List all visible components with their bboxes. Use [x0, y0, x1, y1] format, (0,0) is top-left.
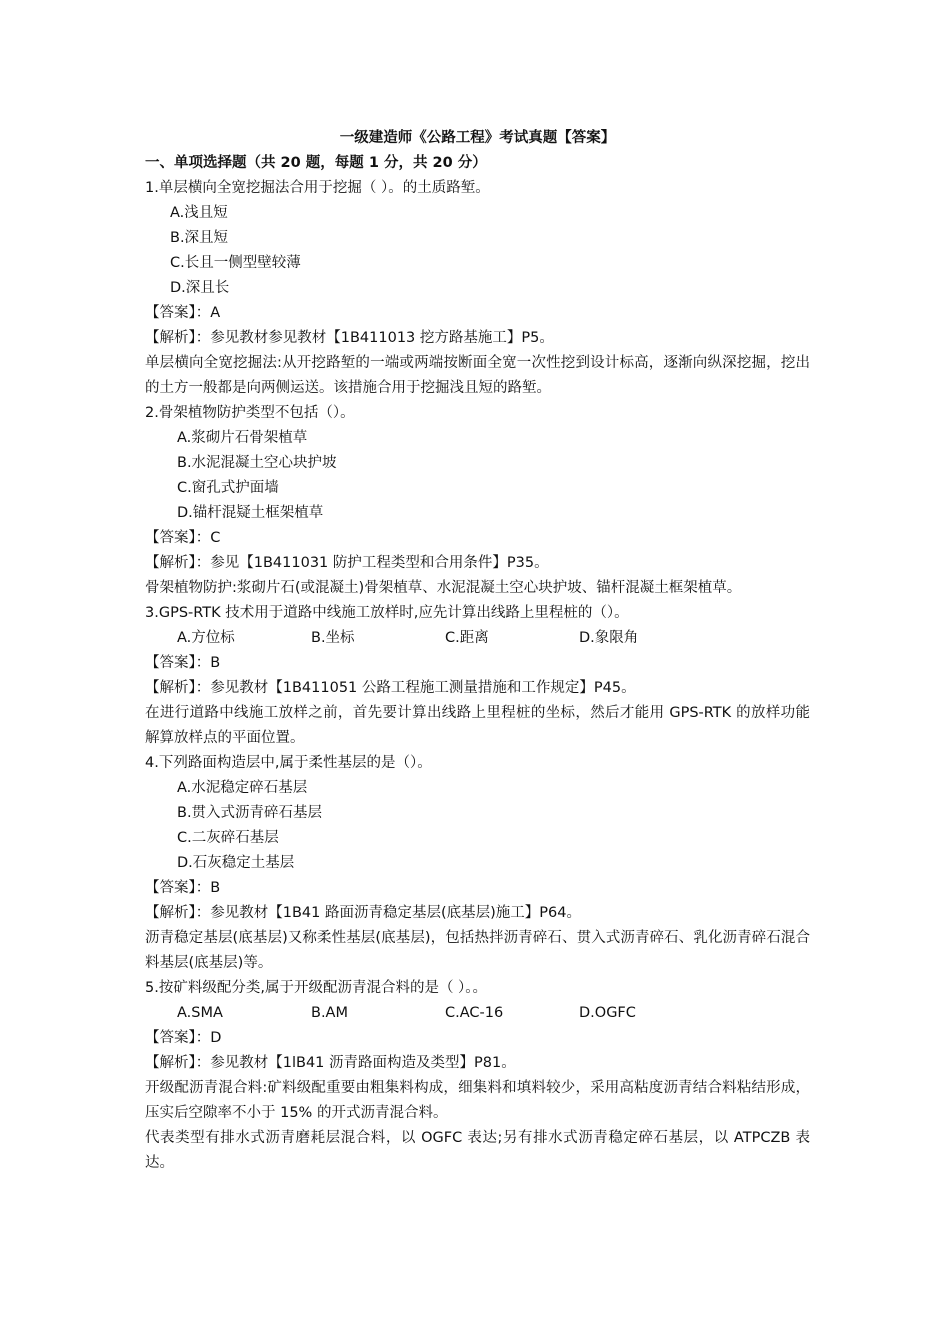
question-3-answer: 【答案】：B	[145, 655, 221, 671]
question-5-analysis: 【解析】：参见教材【1lB41 沥青路面构造及类型】P81。	[145, 1055, 516, 1071]
question-2-option-c: C.窗孔式护面墙	[177, 480, 279, 496]
question-4-analysis: 【解析】：参见教材【1B41 路面沥青稳定基层(底基层)施工】P64。	[145, 905, 581, 921]
question-3-options	[145, 626, 810, 651]
question-1-explanation: 单层横向全宽挖掘法:从开挖路堑的一端或两端按断面全宽一次性挖到设计标高，逐渐向纵深挖掘，挖出的土方一般都是向两侧运送。该措施合用于挖掘浅且短的路堑。	[145, 355, 810, 396]
question-5-answer: 【答案】：D	[145, 1030, 222, 1046]
question-1-analysis: 【解析】：参见教材参见教材【1B411013 挖方路基施工】P5。	[145, 330, 554, 346]
question-2-option-b: B.水泥混凝土空心块护坡	[177, 455, 337, 471]
question-1-stem: 1.单层横向全宽挖掘法合用于挖掘（ ）。的土质路堑。	[145, 180, 490, 196]
document-content	[145, 126, 810, 1176]
question-2-option-a: A.浆砌片石骨架植草	[177, 430, 308, 446]
question-2-stem: 2.骨架植物防护类型不包括（）。	[145, 405, 355, 421]
question-5-explanation-2: 代表类型有排水式沥青磨耗层混合料，以 OGFC 表达;另有排水式沥青稳定碎石基层，以 ATPCZB 表达。	[145, 1130, 810, 1171]
question-3-option-a: A.方位标	[177, 630, 235, 646]
question-2-answer: 【答案】：C	[145, 530, 221, 546]
question-4-option-c: C.二灰碎石基层	[177, 830, 279, 846]
question-5-option-c: C.AC-16	[445, 1005, 504, 1021]
question-3-option-b: B.坐标	[311, 630, 355, 646]
question-2-option-d: D.锚杆混疑土框架植草	[177, 505, 324, 521]
question-5-explanation: 开级配沥青混合料:矿料级配重要由粗集料构成，细集料和填料较少，采用高粘度沥青结合料粘结形成，压实后空隙率不小于 15% 的开式沥青混合料。	[145, 1080, 810, 1121]
question-5-option-a: A.SMA	[177, 1005, 223, 1021]
question-1-option-a: A.浅且短	[170, 205, 228, 221]
section-heading: 一、单项选择题（共 20 题，每题 1 分，共 20 分）	[145, 155, 487, 171]
question-3-option-c: C.距离	[445, 630, 489, 646]
question-1-answer: 【答案】：A	[145, 305, 221, 321]
question-2-analysis: 【解析】：参见【1B411031 防护工程类型和合用条件】P35。	[145, 555, 549, 571]
question-1-option-b: B.深且短	[170, 230, 229, 246]
question-4-stem: 4.下列路面构造层中,属于柔性基层的是（）。	[145, 755, 432, 771]
question-5-option-d: D.OGFC	[579, 1005, 636, 1021]
page-title: 一级建造师《公路工程》考试真题【答案】	[339, 130, 616, 146]
question-4-option-a: A.水泥稳定碎石基层	[177, 780, 308, 796]
question-4-option-d: D.石灰稳定土基层	[177, 855, 295, 871]
question-3-option-d: D.象限角	[579, 630, 639, 646]
question-4-answer: 【答案】：B	[145, 880, 221, 896]
question-5-option-b: B.AM	[311, 1005, 348, 1021]
question-4-option-b: B.贯入式沥青碎石基层	[177, 805, 323, 821]
question-3-analysis: 【解析】：参见教材【1B411051 公路工程施工测量措施和工作规定】P45。	[145, 680, 636, 696]
question-1-option-d: D.深且长	[170, 280, 230, 296]
question-3-stem: 3.GPS-RTK 技术用于道路中线施工放样时,应先计算出线路上里程桩的（）。	[145, 605, 629, 621]
question-5-options	[145, 1001, 810, 1026]
question-2-explanation: 骨架植物防护:浆砌片石(或混凝土)骨架植草、水泥混凝土空心块护坡、锚杆混凝土框架植草。	[145, 580, 742, 596]
question-1-option-c: C.长且一侧型壁较薄	[170, 255, 301, 271]
question-5-stem: 5.按矿料级配分类,属于开级配沥青混合料的是（ ）。。	[145, 980, 488, 996]
question-3-explanation: 在进行道路中线施工放样之前，首先要计算出线路上里程桩的坐标，然后才能用 GPS-RTK 的放样功能解算放样点的平面位置。	[145, 705, 810, 746]
question-4-explanation: 沥青稳定基层(底基层)又称柔性基层(底基层)，包括热拌沥青碎石、贯入式沥青碎石、乳化沥青碎石混合料基层(底基层)等。	[145, 930, 810, 971]
